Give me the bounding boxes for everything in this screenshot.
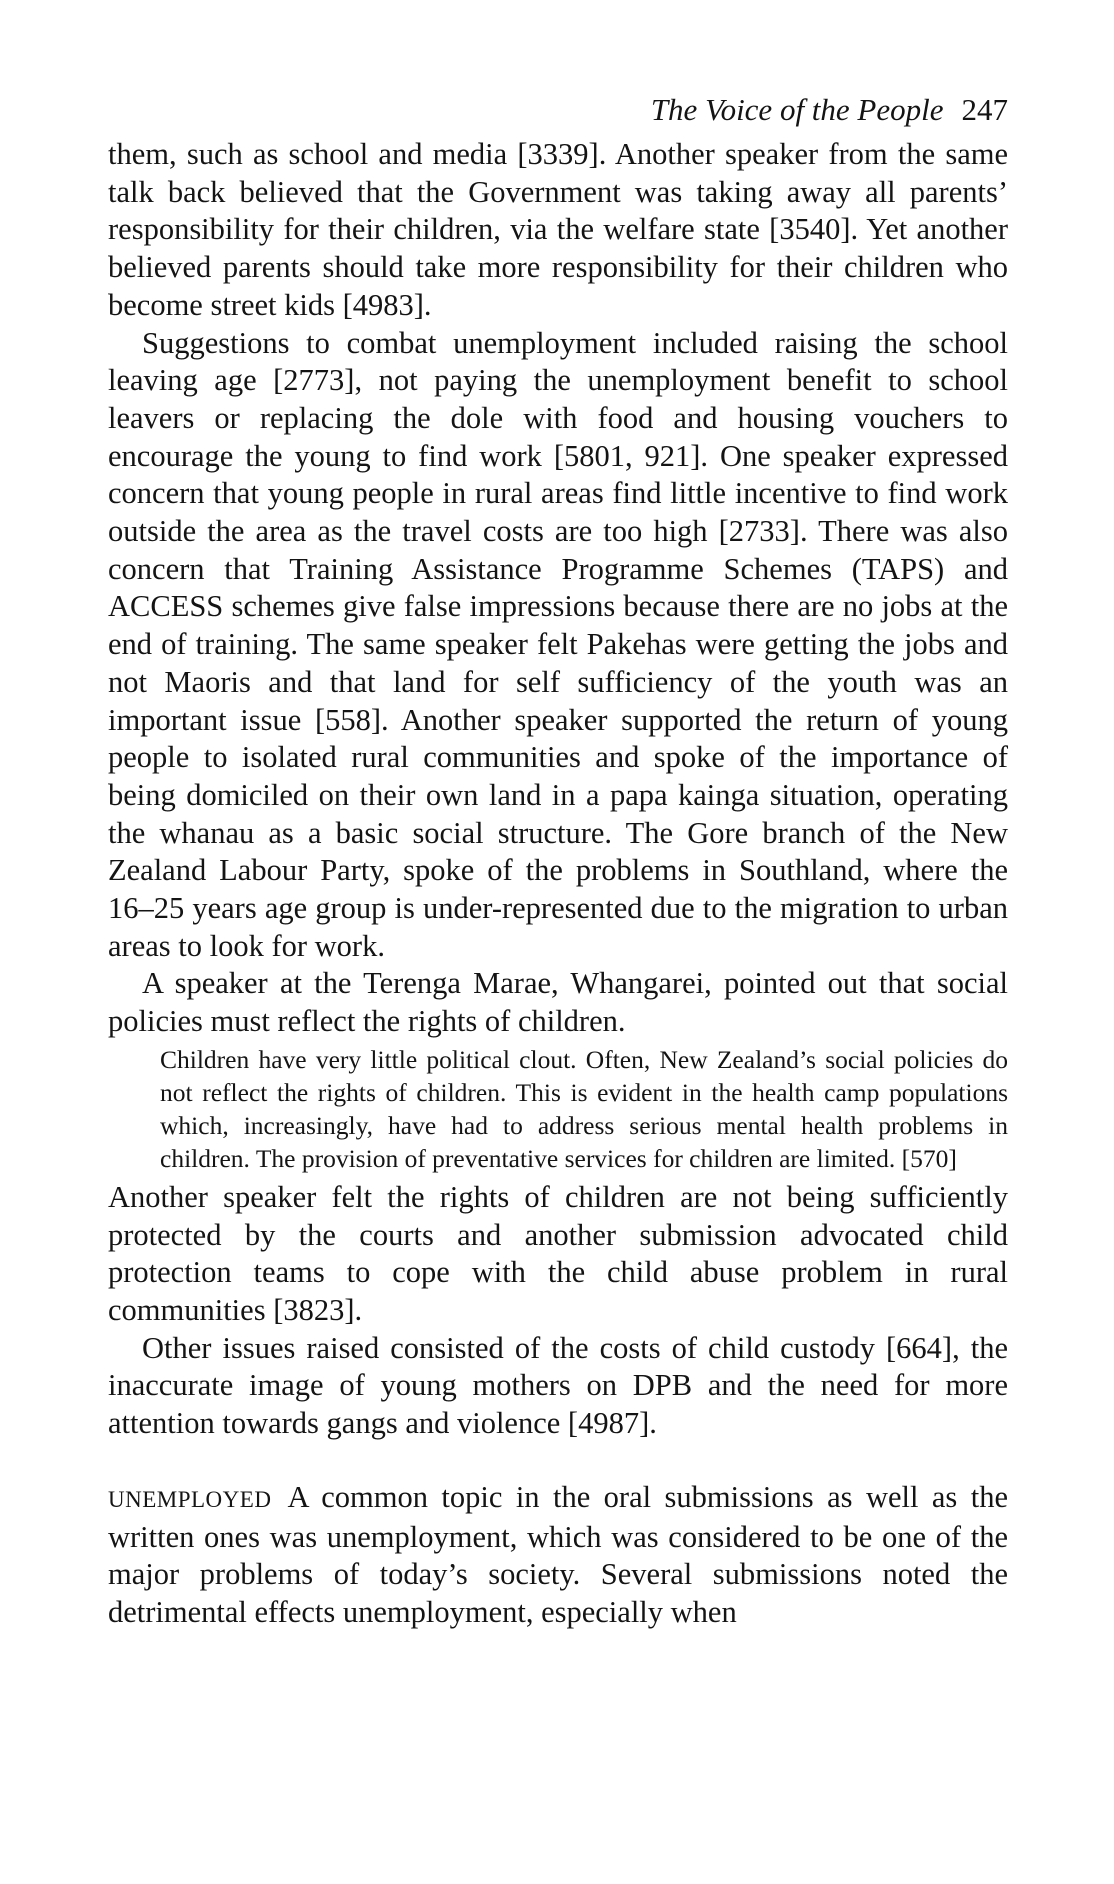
running-head	[108, 84, 1008, 136]
paragraph-2: Suggestions to combat unemployment included raising the school leaving age [2773], not paying the unemployment benefit to school leavers or replacing the dole with food and housing vouchers to encourage the young to find work [5801, 921]. One speaker expressed concern that young people in rural areas find little incentive to find work outside the area as the travel costs are too high [2733]. There was also concern that Training Assistance Programme Schemes (TAPS) and ACCESS schemes give false impressions because there are no jobs at the end of training. The same speaker felt Pakehas were getting the jobs and not Maoris and that land for self sufficiency of the youth was an important issue [558]. Another speaker supported the return of young people to isolated rural communities and spoke of the importance of being domiciled on their own land in a papa kainga situation, operating the whanau as a basic social structure. The Gore branch of the New Zealand Labour Party, spoke of the problems in Southland, where the 16–25 years age group is under-represented due to the migration to urban areas to look for work.	[108, 325, 1008, 963]
paragraph-1: them, such as school and media [3339]. Another speaker from the same talk back believed that the Government was taking away all parents’ responsibility for their children, via the welfare state [3540]. Yet another believed parents should take more responsibility for their children who become street kids [4983].	[108, 137, 1008, 322]
running-head-title: The Voice of the People	[650, 92, 944, 127]
section-heading: UNEMPLOYED	[108, 1486, 272, 1512]
paragraph-5: Other issues raised consisted of the costs of child custody [664], the inaccurate image of young mothers on DPB and the need for more attention towards gangs and violence [4987].	[108, 1330, 1008, 1441]
section-paragraph: A common topic in the oral submissions as well as the written ones was unemployment, which was considered to be one of the major problems of today’s society. Several submissions noted the detrimental effects unemployment, especially when	[108, 1479, 1008, 1629]
paragraph-4: Another speaker felt the rights of children are not being sufficiently protected by the courts and another submission advocated child protection teams to cope with the child abuse problem in rural communities [3823].	[108, 1179, 1008, 1327]
page-number: 247	[961, 92, 1008, 127]
paragraph-3: A speaker at the Terenga Marae, Whangarei, pointed out that social policies must reflect the rights of children.	[108, 966, 1008, 1039]
block-quote: Children have very little political clout. Often, New Zealand’s social policies do not reflect the rights of children. This is evident in the health camp populations which, increasingly, have had to address serious mental health problems in children. The provision of preventative services for children are limited. [570]	[160, 1044, 1008, 1173]
section-unemployed	[108, 1479, 1008, 1632]
book-page	[108, 84, 1008, 1632]
